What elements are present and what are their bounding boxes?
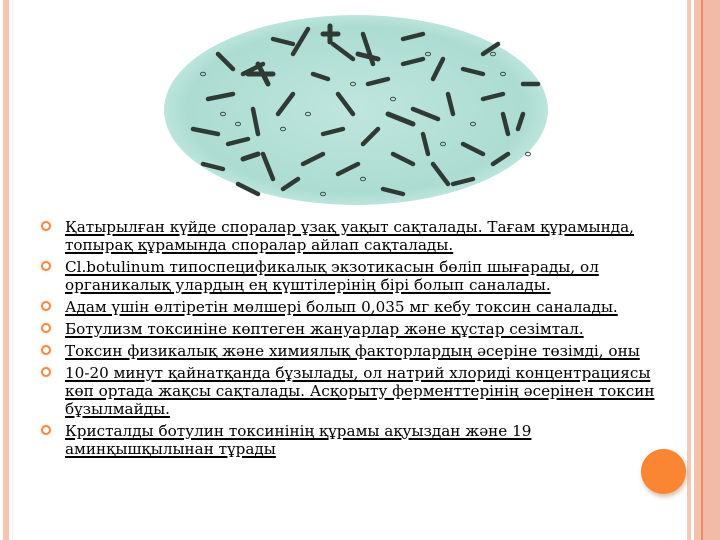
bullet-text[interactable]: Ботулизм токсиніне көптеген жануарлар және құстар сезімтал. bbox=[65, 320, 584, 338]
right-border-stripe bbox=[687, 0, 691, 540]
bullet-text[interactable]: Токсин физикалық және химиялық факторлардың әсеріне төзімді, оны bbox=[65, 342, 640, 360]
bullet-item bbox=[38, 258, 678, 294]
right-border-decoration bbox=[687, 0, 720, 540]
right-border-stripe bbox=[694, 0, 701, 540]
left-border-stripe bbox=[3, 0, 9, 540]
decorative-orange-circle bbox=[641, 449, 686, 494]
bullet-text[interactable]: 10-20 минут қайнатқанда бұзылады, ол натрий хлориді концентрациясы көп ортада жақсы сақталады. Асқорыту ферменттерінің әсерінен токсин бұзылмайды. bbox=[65, 364, 655, 418]
bullet-text[interactable]: Қатырылған күйде споралар ұзақ уақыт сақталады. Тағам құрамында, топырақ құрамында споралар айлап сақталады. bbox=[65, 218, 634, 254]
right-border-band bbox=[703, 0, 720, 540]
bullet-item bbox=[38, 218, 678, 254]
ring-bullet-icon bbox=[41, 345, 51, 355]
bullet-text[interactable]: Кристалды ботулин токсинінің құрамы ақуыздан және 19 аминқышқылынан тұрады bbox=[65, 422, 532, 458]
ring-bullet-icon bbox=[41, 425, 51, 435]
bullet-item bbox=[38, 342, 678, 360]
bullet-item bbox=[38, 320, 678, 338]
ring-bullet-icon bbox=[41, 367, 51, 377]
bullet-item bbox=[38, 364, 678, 418]
bullet-text[interactable]: Cl.botulinum типоспецификалық экзотикасын бөліп шығарады, ол органикалық улардың ең күштілерінің бірі болып саналады. bbox=[65, 258, 599, 294]
left-border-faint-line bbox=[12, 0, 14, 540]
ring-bullet-icon bbox=[41, 323, 51, 333]
ring-bullet-icon bbox=[41, 261, 51, 271]
bullet-item bbox=[38, 422, 678, 458]
bullet-list bbox=[38, 218, 678, 462]
ring-bullet-icon bbox=[41, 301, 51, 311]
bullet-item bbox=[38, 298, 678, 316]
bullet-text[interactable]: Адам үшін өлтіретін мөлшері болып 0,035 мг кебу токсин саналады. bbox=[65, 298, 618, 316]
ring-bullet-icon bbox=[41, 221, 51, 231]
bacteria-microscope-image bbox=[163, 14, 549, 206]
